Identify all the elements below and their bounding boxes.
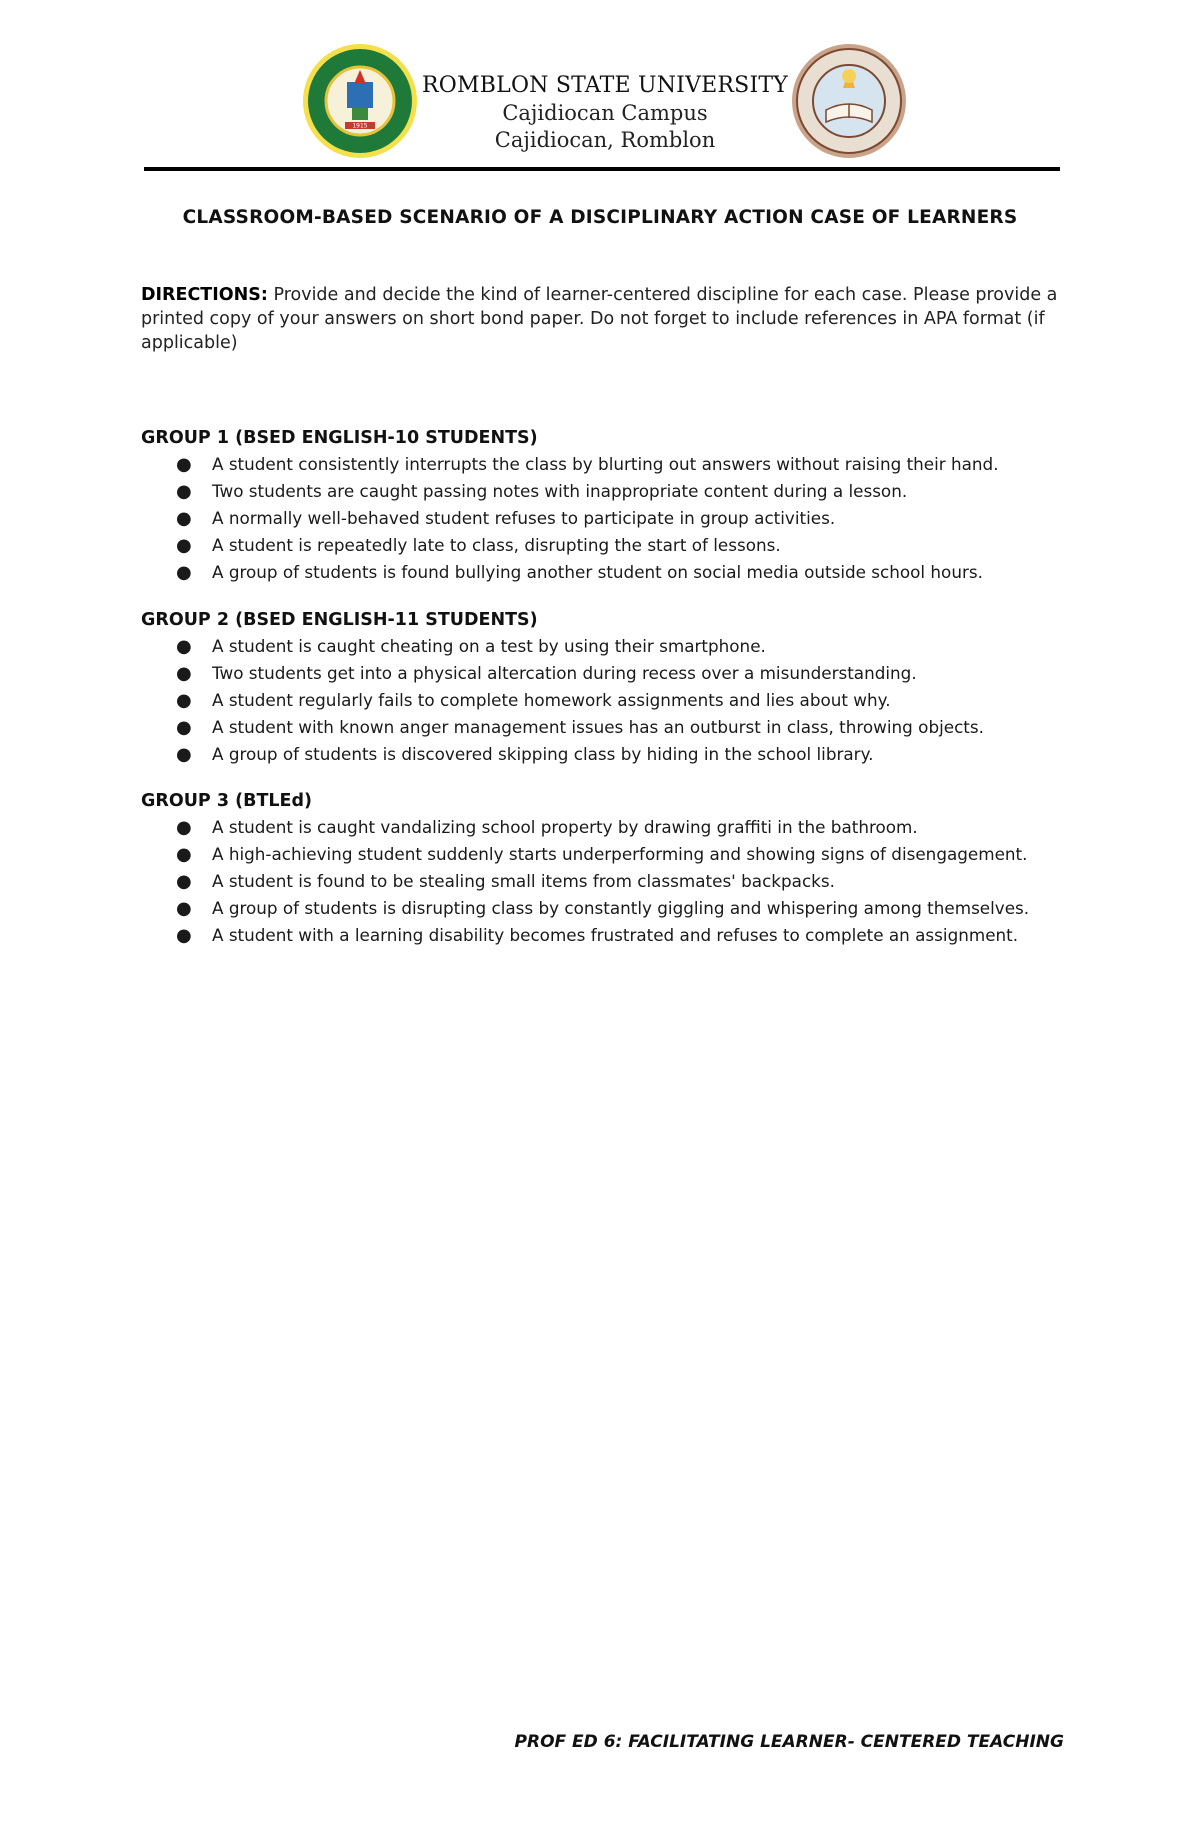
list-item: ● A normally well-behaved student refuses to participate in group activities. bbox=[141, 505, 1071, 532]
campus-location: Cajidiocan, Romblon bbox=[494, 128, 716, 152]
bullet-icon: ● bbox=[176, 844, 192, 865]
bullet-icon: ● bbox=[176, 535, 192, 556]
list-item: ● A student is found to be stealing small items from classmates' backpacks. bbox=[141, 868, 1071, 895]
list-item: ● A high-achieving student suddenly starts underperforming and showing signs of disengagement. bbox=[141, 841, 1071, 868]
list-item: ● A student regularly fails to complete homework assignments and lies about why. bbox=[141, 687, 1071, 714]
svg-text:1915: 1915 bbox=[352, 122, 368, 130]
list-item: ● A student is caught cheating on a test by using their smartphone. bbox=[141, 633, 1071, 660]
bullet-icon: ● bbox=[176, 690, 192, 711]
university-seal-logo bbox=[300, 42, 420, 160]
directions bbox=[141, 283, 1061, 355]
bullet-icon: ● bbox=[176, 817, 192, 838]
bullet-icon: ● bbox=[176, 508, 192, 529]
list-item: ● A group of students is disrupting class by constantly giggling and whispering among themselves. bbox=[141, 895, 1071, 922]
bullet-icon: ● bbox=[176, 636, 192, 657]
list-item: ● A student is repeatedly late to class, disrupting the start of lessons. bbox=[141, 532, 1071, 559]
university-name: ROMBLON STATE UNIVERSITY bbox=[422, 73, 788, 98]
bullet-icon: ● bbox=[176, 562, 192, 583]
list-item: ● A group of students is discovered skipping class by hiding in the school library. bbox=[141, 741, 1071, 768]
list-item: ● Two students get into a physical altercation during recess over a misunderstanding. bbox=[141, 660, 1071, 687]
bullet-icon: ● bbox=[176, 744, 192, 765]
list-item: ● A group of students is found bullying another student on social media outside school hours. bbox=[141, 559, 1071, 586]
group-heading: GROUP 1 (BSED ENGLISH-10 STUDENTS) bbox=[141, 428, 538, 448]
list-item: ● A student is caught vandalizing school property by drawing graffiti in the bathroom. bbox=[141, 814, 1071, 841]
list-item: ● Two students are caught passing notes with inappropriate content during a lesson. bbox=[141, 478, 1071, 505]
group-heading: GROUP 2 (BSED ENGLISH-11 STUDENTS) bbox=[141, 610, 538, 630]
bullet-icon: ● bbox=[176, 717, 192, 738]
university-heading bbox=[405, 72, 805, 154]
group-2 bbox=[141, 607, 1071, 768]
bullet-icon: ● bbox=[176, 871, 192, 892]
case-list bbox=[141, 633, 1071, 768]
course-footer: PROF ED 6: FACILITATING LEARNER- CENTERED TEACHING bbox=[514, 1732, 1064, 1752]
case-list bbox=[141, 814, 1071, 949]
campus-name: Cajidiocan Campus bbox=[502, 101, 708, 125]
group-1 bbox=[141, 425, 1071, 586]
list-item: ● A student with a learning disability becomes frustrated and refuses to complete an assignment. bbox=[141, 922, 1071, 949]
list-item: ● A student with known anger management issues has an outburst in class, throwing objects. bbox=[141, 714, 1071, 741]
group-heading: GROUP 3 (BTLEd) bbox=[141, 791, 313, 811]
case-list bbox=[141, 451, 1071, 586]
bullet-icon: ● bbox=[176, 454, 192, 475]
directions-label: DIRECTIONS: bbox=[141, 285, 268, 305]
college-seal-logo bbox=[790, 42, 908, 160]
header-divider bbox=[144, 167, 1060, 171]
bullet-icon: ● bbox=[176, 925, 192, 946]
bullet-icon: ● bbox=[176, 663, 192, 684]
directions-text: Provide and decide the kind of learner-centered discipline for each case. Please provide a printed copy of your answers on short bond paper. Do not forget to include references in APA format (if applicable) bbox=[141, 285, 1058, 353]
group-3 bbox=[141, 788, 1071, 949]
document-title: CLASSROOM-BASED SCENARIO OF A DISCIPLINARY ACTION CASE OF LEARNERS bbox=[182, 207, 1018, 228]
letterhead bbox=[0, 0, 1200, 170]
bullet-icon: ● bbox=[176, 481, 192, 502]
list-item: ● A student consistently interrupts the class by blurting out answers without raising their hand. bbox=[141, 451, 1071, 478]
bullet-icon: ● bbox=[176, 898, 192, 919]
